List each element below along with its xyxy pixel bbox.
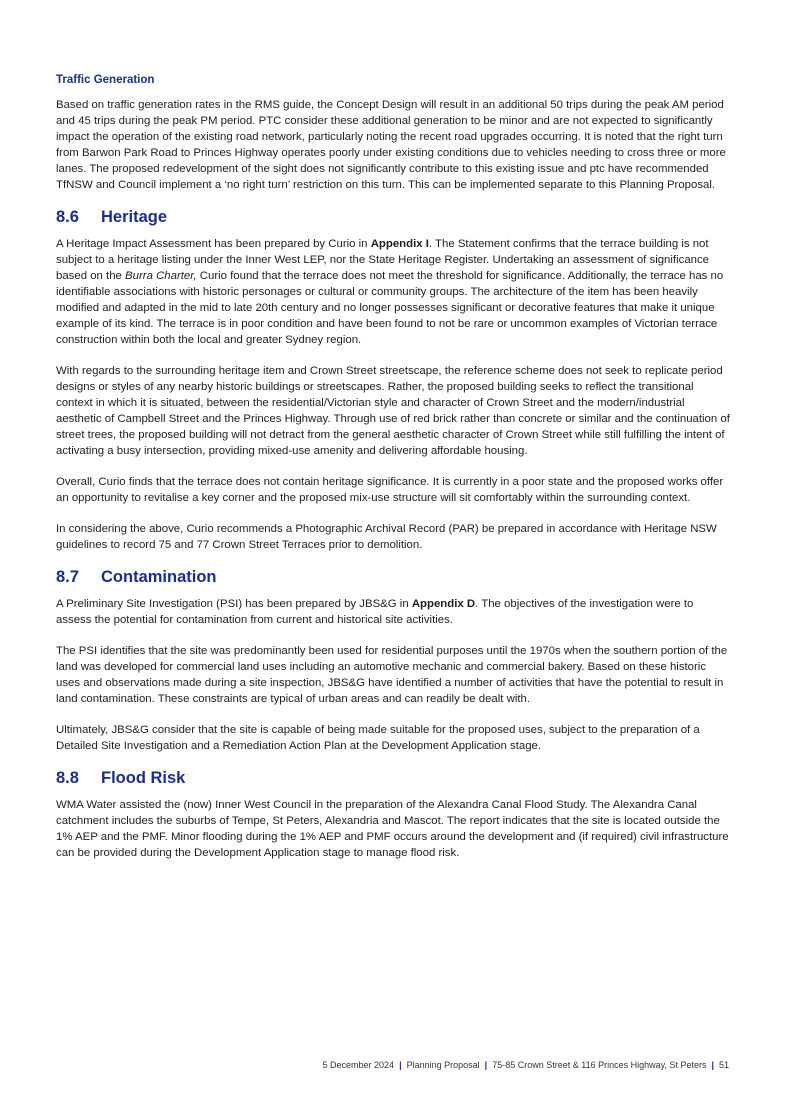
footer-page-number: 51 (718, 1060, 729, 1070)
traffic-paragraph: Based on traffic generation rates in the RMS guide, the Concept Design will result in an additional 50 trips during the peak AM period and 45 trips during the peak PM period. PTC consider these additional generation to be minor and are not expected to significantly impact the operation of the existing road network, particularly noting the recent road upgrades occurring. It is noted that the right turn from Barwon Park Road to Princes Highway operates poorly under existing conditions due to vehicles needing to cross three or more lanes. The proposed redevelopment of the sight does not significantly contribute to this existing issue and ptc have recommended TfNSW and Council implement a ‘no right turn’ restriction on this turn. This can be implemented separate to this Planning Proposal. (56, 99, 726, 191)
heritage-paragraph-4: In considering the above, Curio recommends a Photographic Archival Record (PAR) be prepared in accordance with Heritage NSW guidelines to record 75 and 77 Crown Street Terraces prior to demolition. (56, 523, 717, 551)
flood-risk-paragraph: WMA Water assisted the (now) Inner West Council in the preparation of the Alexandra Canal Flood Study. The Alexandra Canal catchment includes the suburbs of Tempe, St Peters, Alexandria and Mascot. The report indicates that the site is located outside the 1% AEP and the PMF. Minor flooding during the 1% AEP and PMF occurs around the development and (if required) civil infrastructure can be provided during the Development Application stage to manage flood risk. (56, 799, 729, 859)
heritage-paragraph-2: With regards to the surrounding heritage item and Crown Street streetscape, the reference scheme does not seek to replicate period designs or styles of any nearby historic buildings or streetscapes. Rather, the proposed building seeks to reflect the transitional context in which it is situated, between the residential/Victorian style and character of Crown Street and the modern/industrial aesthetic of Campbell Street and the Princes Highway. Through use of red brick rather than concrete or similar and the continuation of street trees, the proposed building will not detract from the general aesthetic character of Crown Street while still fulfilling the intent of activating a busy intersection, providing mixed-use amenity and delivering affordable housing. (56, 365, 730, 457)
burra-charter-reference: Burra Charter, (125, 270, 197, 282)
text-run: A Preliminary Site Investigation (PSI) has been prepared by JBS&G in (56, 598, 412, 610)
text-run: Curio found that the terrace does not meet the threshold for significance. Additionally, the terrace has no identifiable associations with historic personages or cultural or community groups. The architecture of the item has been heavily modified and adapted in the mid to late 20th century and no longer possesses significant or decorative features that make it unique example of its kind. The terrace is in poor condition and have been found to not be rare or uncommon examples of Victorian terrace construction within both the local and greater Sydney region. (56, 270, 724, 346)
text-run: . The Statement confirms that the terrace building is not subject to a heritage listing under the Inner West LEP, nor the State Heritage Register. Undertaking an assessment of significance based on the (56, 238, 710, 282)
page-footer (323, 1060, 729, 1070)
footer-date: 5 December 2024 (322, 1060, 395, 1070)
footer-address: 75-85 Crown Street & 116 Princes Highway, St Peters (492, 1060, 707, 1070)
footer-separator: | (399, 1060, 402, 1070)
footer-document-title: Planning Proposal (406, 1060, 480, 1070)
section-number: 8.6 (56, 208, 79, 226)
page-content (56, 74, 730, 876)
heritage-paragraph-3: Overall, Curio finds that the terrace does not contain heritage significance. It is currently in a poor state and the proposed works offer an opportunity to revitalise a key corner and the proposed mix-use structure will sit comfortably within the surrounding context. (56, 476, 724, 504)
contamination-heading (56, 568, 730, 587)
text-run: . The objectives of the investigation were to assess the potential for contamination from current and historical site activities. (56, 598, 694, 626)
appendix-reference: Appendix I (370, 238, 429, 250)
heritage-heading (56, 208, 730, 227)
flood-risk-heading (56, 769, 730, 788)
contamination-paragraph-3: Ultimately, JBS&G consider that the site is capable of being made suitable for the proposed uses, subject to the preparation of a Detailed Site Investigation and a Remediation Action Plan at the Development Application stage. (56, 724, 700, 752)
section-number: 8.7 (56, 568, 79, 586)
text-run: A Heritage Impact Assessment has been prepared by Curio in (56, 238, 371, 250)
contamination-paragraph-2: The PSI identifies that the site was predominantly been used for residential purposes until the 1970s when the southern portion of the land was developed for commercial land uses including an automotive mechanic and commercial bakery. Based on these historic uses and observations made during a site inspection, JBS&G have identified a number of activities that have the potential to result in land contamination. These constraints are typical of urban areas and can readily be dealt with. (56, 645, 728, 705)
footer-separator: | (484, 1060, 488, 1070)
traffic-generation-heading: Traffic Generation (56, 74, 155, 86)
section-title: Heritage (101, 208, 168, 226)
section-title: Contamination (101, 568, 217, 586)
section-number: 8.8 (56, 769, 79, 787)
section-title: Flood Risk (101, 769, 186, 787)
contamination-paragraph-1 (56, 596, 730, 628)
appendix-reference: Appendix D (411, 598, 476, 610)
footer-separator: | (711, 1060, 714, 1070)
heritage-paragraph-1 (56, 236, 730, 348)
